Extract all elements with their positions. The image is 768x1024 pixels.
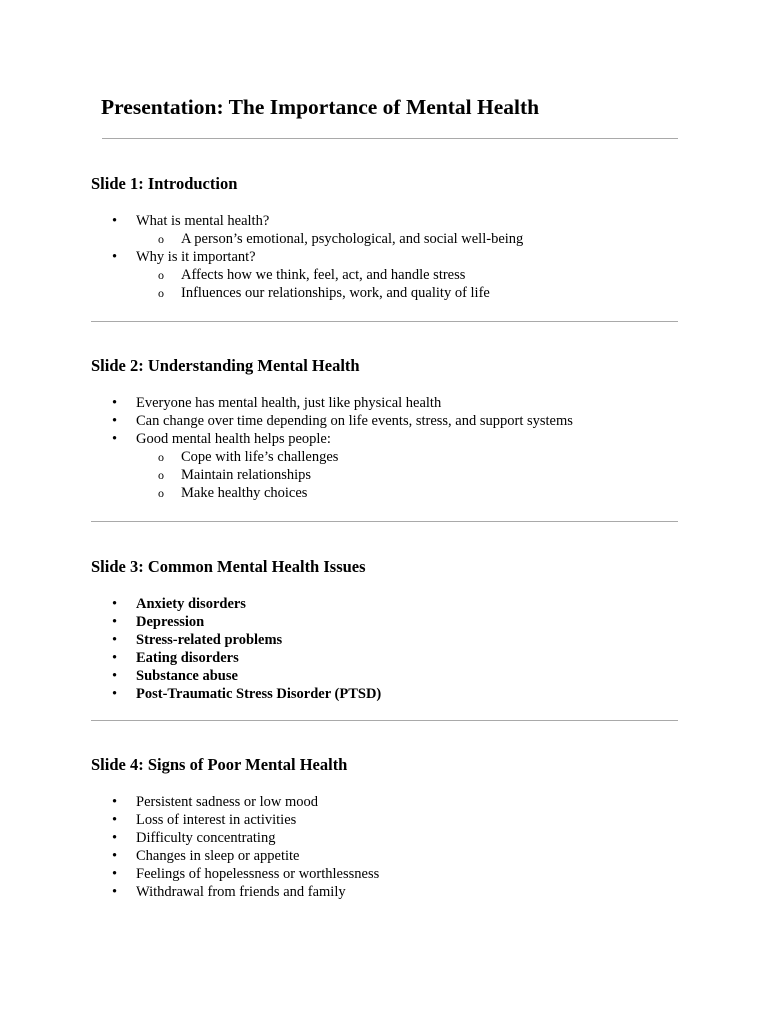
list-item [91, 847, 379, 865]
list-item-text: Stress-related problems [136, 632, 283, 648]
list-item [91, 412, 573, 430]
slide-3-heading: Slide 3: Common Mental Health Issues [91, 557, 366, 576]
slide-4-heading: Slide 4: Signs of Poor Mental Health [91, 755, 348, 774]
bullet-icon: • [112, 596, 118, 612]
sub-bullet-icon: o [158, 486, 164, 500]
list-item [91, 212, 523, 230]
sub-list-item [91, 284, 523, 302]
list-item [91, 430, 573, 448]
list-item-text: What is mental health? [136, 213, 270, 229]
section-divider [91, 720, 678, 721]
bullet-icon: • [112, 650, 118, 666]
list-item-text: Anxiety disorders [136, 596, 246, 612]
list-item [91, 667, 381, 685]
list-item-text: Loss of interest in activities [136, 812, 297, 828]
list-item-text: Changes in sleep or appetite [136, 848, 300, 864]
bullet-icon: • [112, 632, 118, 648]
section-divider [91, 521, 678, 522]
list-item [91, 829, 379, 847]
list-item-text: Good mental health helps people: [136, 431, 331, 447]
bullet-icon: • [112, 213, 118, 229]
sub-list-item [91, 448, 573, 466]
sub-bullet-icon: o [158, 468, 164, 482]
list-item [91, 631, 381, 649]
bullet-icon: • [112, 830, 118, 846]
list-item-text: Post-Traumatic Stress Disorder (PTSD) [136, 686, 382, 702]
sub-bullet-icon: o [158, 268, 164, 282]
bullet-icon: • [112, 668, 118, 684]
bullet-icon: • [112, 884, 118, 900]
bullet-icon: • [112, 848, 118, 864]
slide-2-heading: Slide 2: Understanding Mental Health [91, 356, 360, 375]
bullet-icon: • [112, 794, 118, 810]
slide-4-list [91, 793, 379, 901]
list-item [91, 811, 379, 829]
section-divider [91, 321, 678, 322]
slide-3-list [91, 595, 381, 703]
slide-1-list [91, 212, 523, 302]
sub-bullet-icon: o [158, 232, 164, 246]
list-item [91, 248, 523, 266]
list-item [91, 685, 381, 703]
sub-list-item [91, 230, 523, 248]
list-item [91, 394, 573, 412]
list-item-text: Substance abuse [136, 668, 238, 684]
document-title: Presentation: The Importance of Mental Health [101, 95, 540, 119]
bullet-icon: • [112, 395, 118, 411]
list-item-text: Difficulty concentrating [136, 830, 276, 846]
bullet-icon: • [112, 686, 118, 702]
title-divider [102, 138, 678, 139]
sub-bullet-icon: o [158, 450, 164, 464]
bullet-icon: • [112, 614, 118, 630]
sub-list-item-text: A person’s emotional, psychological, and social well-being [181, 231, 524, 247]
bullet-icon: • [112, 249, 118, 265]
sub-list-item [91, 484, 573, 502]
bullet-icon: • [112, 866, 118, 882]
list-item-text: Eating disorders [136, 650, 239, 666]
list-item-text: Can change over time depending on life events, stress, and support systems [136, 413, 573, 429]
sub-list-item-text: Cope with life’s challenges [181, 449, 339, 465]
bullet-icon: • [112, 413, 118, 429]
list-item [91, 613, 381, 631]
list-item-text: Persistent sadness or low mood [136, 794, 319, 810]
list-item [91, 595, 381, 613]
list-item-text: Withdrawal from friends and family [136, 884, 346, 900]
sub-list-item-text: Make healthy choices [181, 485, 308, 501]
list-item-text: Depression [136, 614, 205, 630]
slide-1-heading: Slide 1: Introduction [91, 174, 238, 193]
list-item [91, 865, 379, 883]
list-item-text: Feelings of hopelessness or worthlessness [136, 866, 380, 882]
sub-list-item [91, 466, 573, 484]
list-item-text: Everyone has mental health, just like physical health [136, 395, 442, 411]
sub-bullet-icon: o [158, 286, 164, 300]
slide-2-list [91, 394, 573, 502]
sub-list-item-text: Maintain relationships [181, 467, 312, 483]
list-item [91, 883, 379, 901]
bullet-icon: • [112, 812, 118, 828]
bullet-icon: • [112, 431, 118, 447]
list-item [91, 793, 379, 811]
sub-list-item-text: Affects how we think, feel, act, and handle stress [181, 267, 466, 283]
list-item-text: Why is it important? [136, 249, 256, 265]
sub-list-item-text: Influences our relationships, work, and quality of life [181, 285, 490, 301]
list-item [91, 649, 381, 667]
sub-list-item [91, 266, 523, 284]
